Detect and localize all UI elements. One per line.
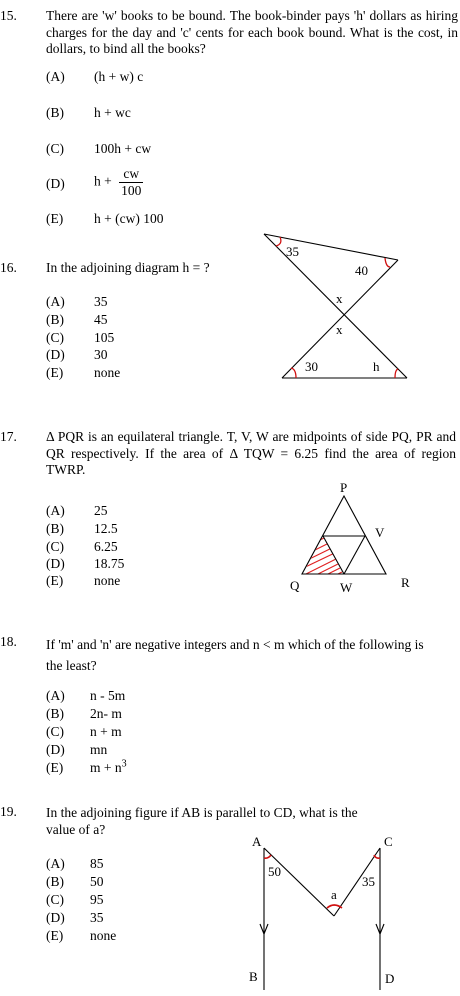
q17-label-w: W — [340, 580, 353, 595]
question-18-number: 18. — [0, 634, 17, 649]
q16-label-30: 30 — [305, 359, 318, 374]
q19-label-a-point: A — [252, 834, 262, 849]
q19-label-c-point: C — [384, 834, 393, 849]
q19-label-angle-a: a — [331, 887, 337, 902]
q17-label-v: V — [375, 525, 385, 540]
q19-arc-c — [374, 855, 380, 858]
q19-label-d: D — [385, 971, 395, 986]
q16-label-35: 35 — [286, 244, 299, 259]
question-18-text: If 'm' and 'n' are negative integers and n < m which of the following is the least? — [46, 637, 424, 673]
question-16-number: 16. — [0, 260, 17, 275]
q17-label-q: Q — [290, 578, 300, 593]
q16-label-h: h — [373, 359, 380, 374]
question-16-text: In the adjoining diagram h = ? — [46, 260, 210, 275]
q19-label-b: B — [249, 969, 258, 984]
question-17-number: 17. — [0, 429, 17, 444]
fraction: $\frac{cw}{100}$ — [121, 166, 142, 198]
q16-label-40: 40 — [355, 263, 368, 278]
q19-segment-a-vertex — [264, 848, 334, 916]
question-15-text: There are 'w' books to be bound. The book-binder pays 'h' dollars as hiring charges for the day and 'c' cents for each book bound. What is the cost, in dollars, to bind all the books? — [46, 8, 458, 56]
q17-label-r: R — [401, 575, 410, 590]
question-19-number: 19. — [0, 804, 17, 819]
question-15-number: 15. — [0, 8, 17, 23]
q19-arc-a — [264, 855, 271, 858]
q17-label-p: P — [340, 480, 348, 495]
q19-label-35: 35 — [362, 874, 375, 889]
q16-label-x-top: x — [336, 291, 343, 306]
q16-label-x-bottom: x — [336, 322, 343, 337]
question-17-text: Δ PQR is an equilateral triangle. T, V, W are midpoints of side PQ, PR and QR respectively. If the area of Δ TQW = 6.25 find the area of region TWRP. — [46, 429, 456, 477]
question-19-text: In the adjoining figure if AB is parallel to CD, what is the value of a? — [46, 805, 358, 837]
q19-label-50: 50 — [268, 864, 281, 879]
